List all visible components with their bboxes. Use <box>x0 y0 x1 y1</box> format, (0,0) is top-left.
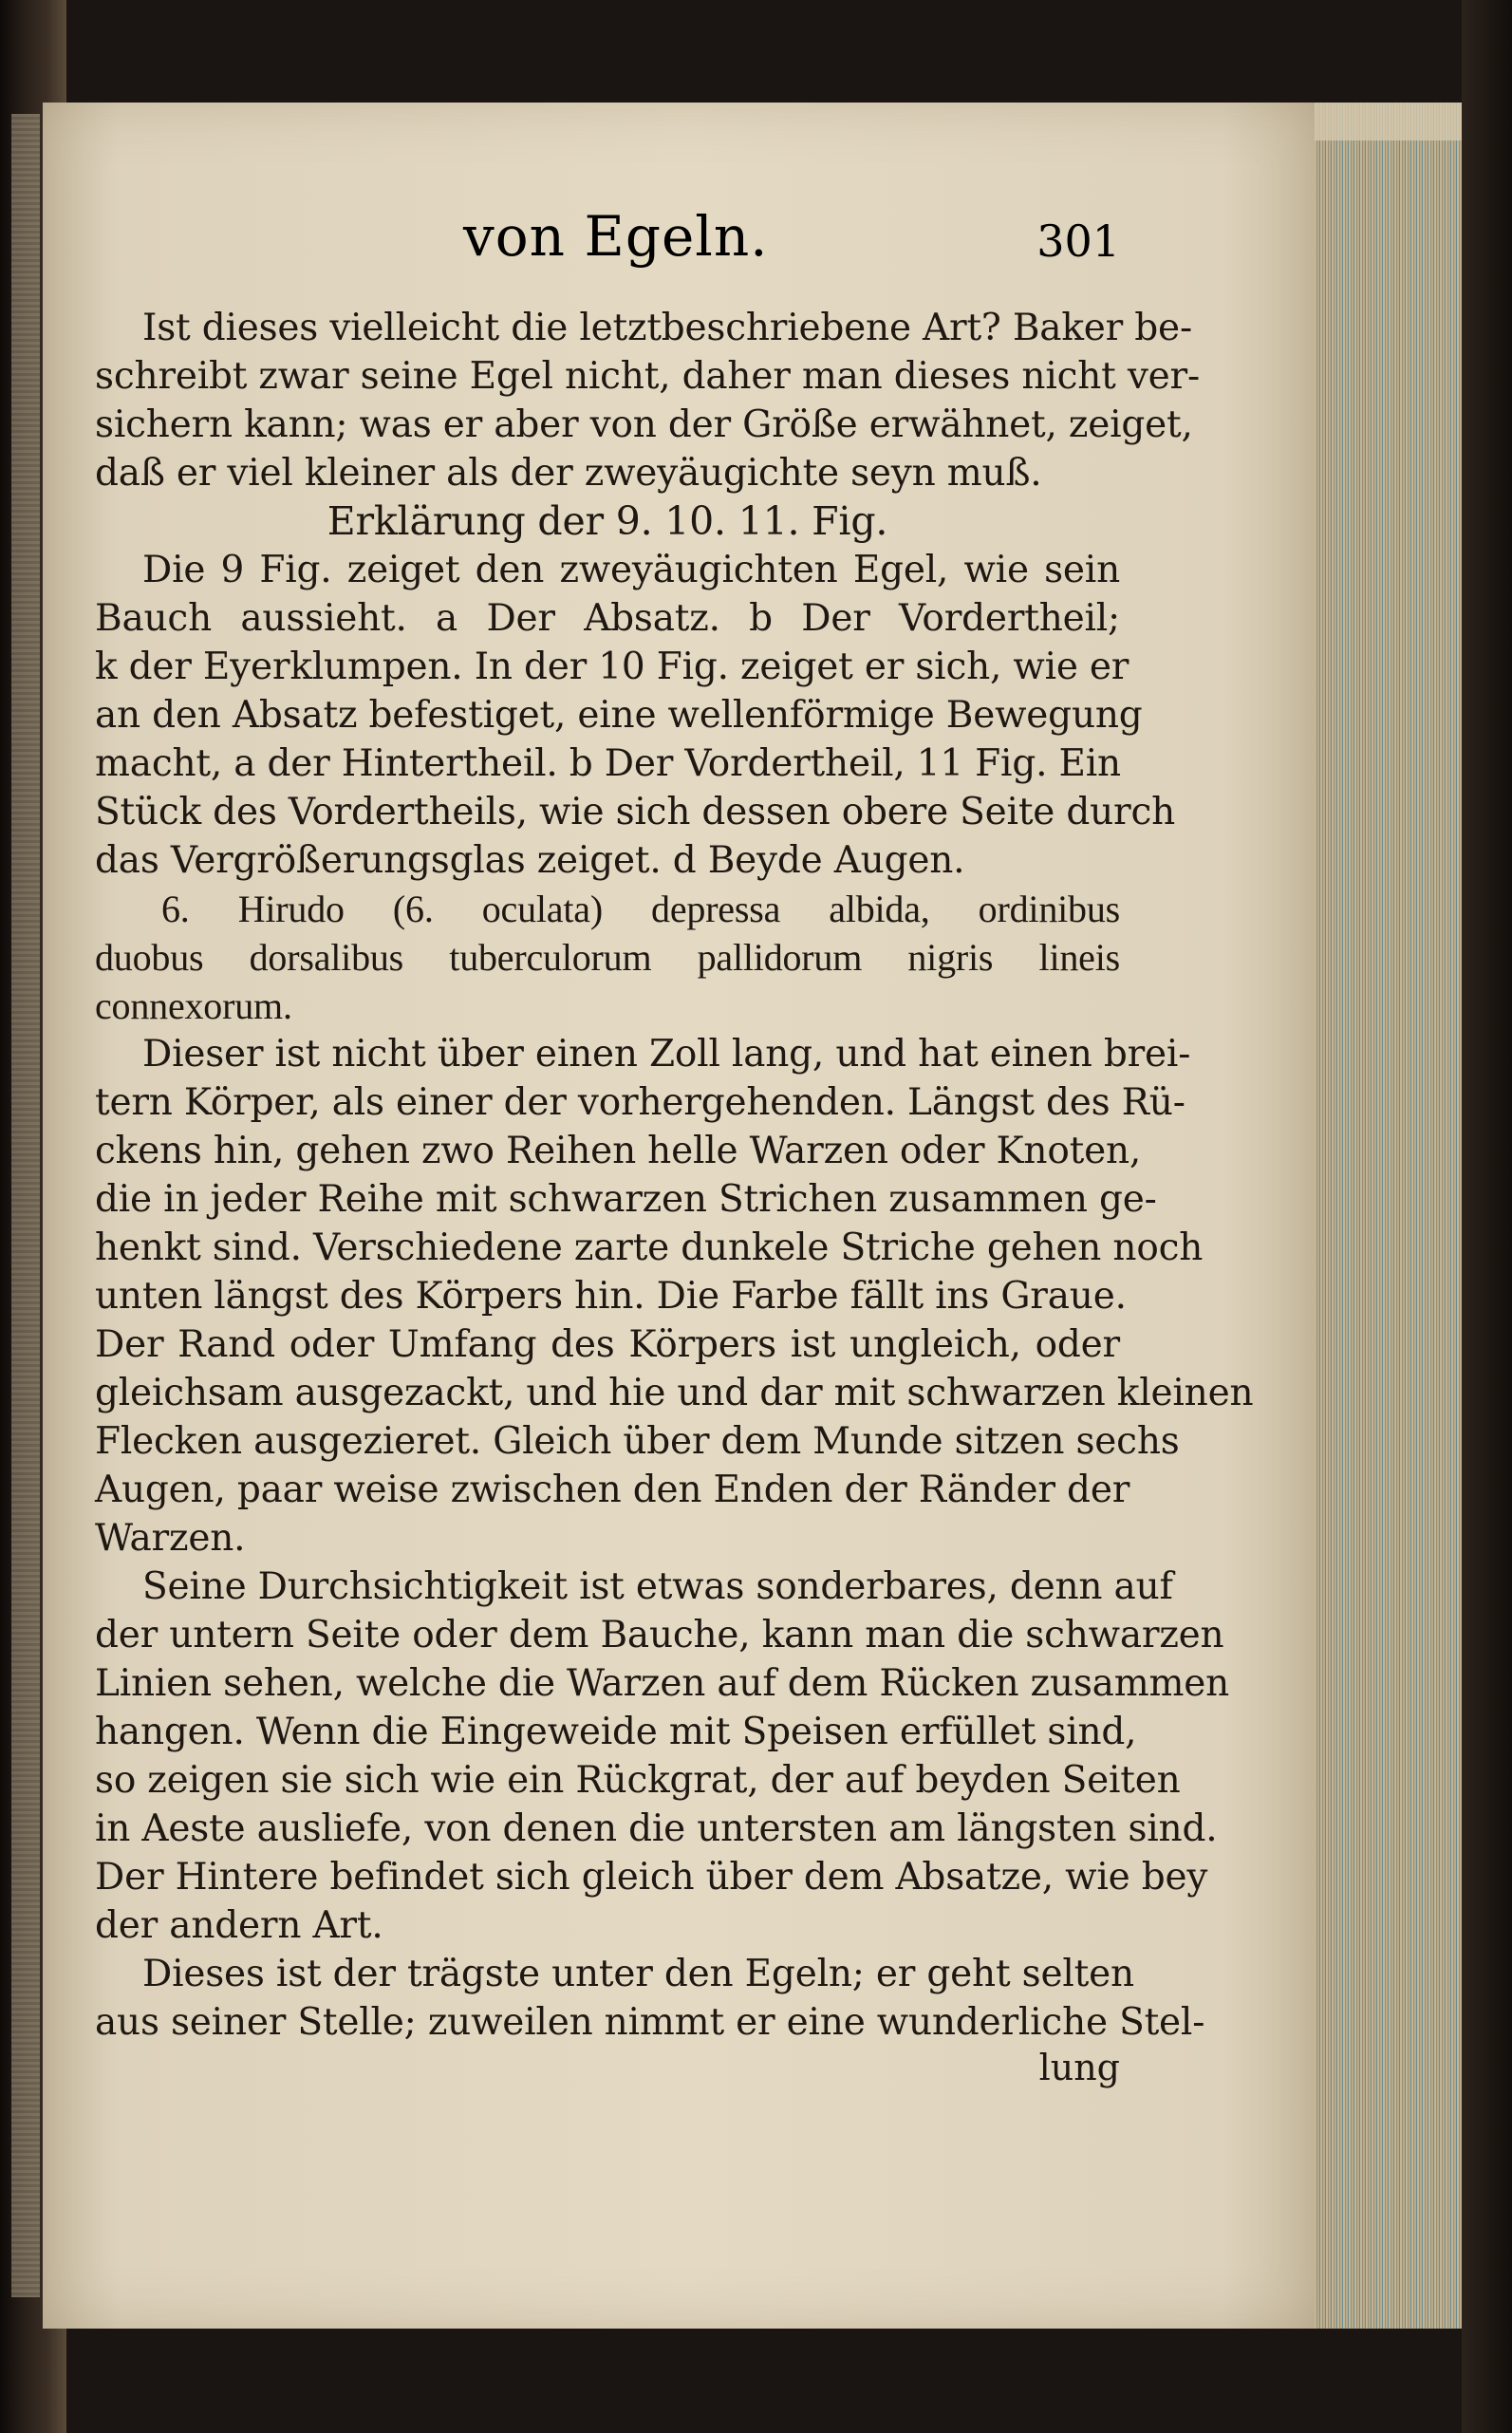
paragraph <box>95 304 1200 497</box>
text-line: in Aeste ausliefe, von denen die untersten am längsten sind. <box>95 1807 1218 1850</box>
text-line: ckens hin, gehen zwo Reihen helle Warzen oder Knoten, <box>95 1130 1142 1172</box>
text-line: duobus dorsalibus tuberculorum pallidorum nigris lineis <box>95 936 1120 979</box>
text-line: Dieser ist nicht über einen Zoll lang, und hat einen brei- <box>142 1033 1191 1076</box>
species-description <box>95 885 1120 1030</box>
page-fore-edge-top <box>1315 103 1476 140</box>
paragraph <box>95 546 1176 885</box>
text-line: daß er viel kleiner als der zweyäugichte seyn muß. <box>95 452 1042 495</box>
text-line: der andern Art. <box>95 1904 383 1947</box>
text-line: schreibt zwar seine Egel nicht, daher man dieses nicht ver- <box>95 355 1200 398</box>
paragraph <box>95 1950 1205 2047</box>
text-line: gleichsam ausgezackt, und hie und dar mit schwarzen kleinen <box>95 1372 1254 1414</box>
text-line: Erklärung der 9. 10. 11. Fig. <box>327 498 888 544</box>
text-line: Ist dieses vielleicht die letztbeschriebene Art? Baker be- <box>142 307 1192 349</box>
text-line: henkt sind. Verschiedene zarte dunkele Striche gehen noch <box>95 1226 1204 1269</box>
text-line: tern Körper, als einer der vorhergehenden. Längst des Rü- <box>95 1081 1185 1124</box>
text-line: Bauch aussieht. a Der Absatz. b Der Vordertheil; <box>95 597 1120 640</box>
paragraph <box>95 1563 1230 1950</box>
text-line: Flecken ausgezieret. Gleich über dem Munde sitzen sechs <box>95 1420 1180 1463</box>
text-line: hangen. Wenn die Eingeweide mit Speisen erfüllet sind, <box>95 1711 1137 1753</box>
text-line: Dieses ist der trägste unter den Egeln; er geht selten <box>142 1953 1134 1995</box>
page-number: 301 <box>1036 215 1120 267</box>
text-line: connexorum. <box>95 984 292 1027</box>
text-line: das Vergrößerungsglas zeiget. d Beyde Augen. <box>95 839 965 882</box>
text-line: 6. Hirudo (6. oculata) depressa albida, ordinibus <box>161 888 1120 930</box>
text-line: unten längst des Körpers hin. Die Farbe fällt ins Graue. <box>95 1275 1127 1318</box>
text-line: Seine Durchsichtigkeit ist etwas sonderbares, denn auf <box>142 1565 1173 1608</box>
text-line: k der Eyerklumpen. In der 10 Fig. zeiget er sich, wie er <box>95 646 1129 688</box>
catchword: lung <box>1038 2047 1120 2088</box>
text-line: macht, a der Hintertheil. b Der Vordertheil, 11 Fig. Ein <box>95 742 1121 785</box>
text-line: Linien sehen, welche die Warzen auf dem Rücken zusammen <box>95 1662 1230 1705</box>
page-header <box>95 204 1120 280</box>
paragraph <box>95 1030 1254 1563</box>
text-line: die in jeder Reihe mit schwarzen Strichen zusammen ge- <box>95 1178 1157 1221</box>
text-line: aus seiner Stelle; zuweilen nimmt er eine wunderliche Stel- <box>95 2001 1205 2044</box>
left-page-edges <box>11 114 40 2297</box>
text-line: Stück des Vordertheils, wie sich dessen obere Seite durch <box>95 791 1176 833</box>
text-line: sichern kann; was er aber von der Größe erwähnet, zeiget, <box>95 403 1193 446</box>
text-line: Warzen. <box>95 1517 246 1560</box>
book-cover-board <box>1462 0 1512 2433</box>
text-line: der untern Seite oder dem Bauche, kann man die schwarzen <box>95 1614 1224 1656</box>
text-line: Der Hintere befindet sich gleich über dem Absatze, wie bey <box>95 1856 1208 1899</box>
text-line: so zeigen sie sich wie ein Rückgrat, der auf beyden Seiten <box>95 1759 1181 1802</box>
page-fore-edge <box>1315 103 1476 2329</box>
text-line: an den Absatz befestiget, eine wellenförmige Bewegung <box>95 694 1143 737</box>
text-line: Die 9 Fig. zeiget den zweyäugichten Egel, wie sein <box>142 549 1120 591</box>
section-heading <box>95 497 1120 546</box>
text-line: Der Rand oder Umfang des Körpers ist ungleich, oder <box>95 1323 1120 1366</box>
running-head: von Egeln. <box>463 204 769 269</box>
text-line: Augen, paar weise zwischen den Enden der Ränder der <box>95 1469 1130 1511</box>
